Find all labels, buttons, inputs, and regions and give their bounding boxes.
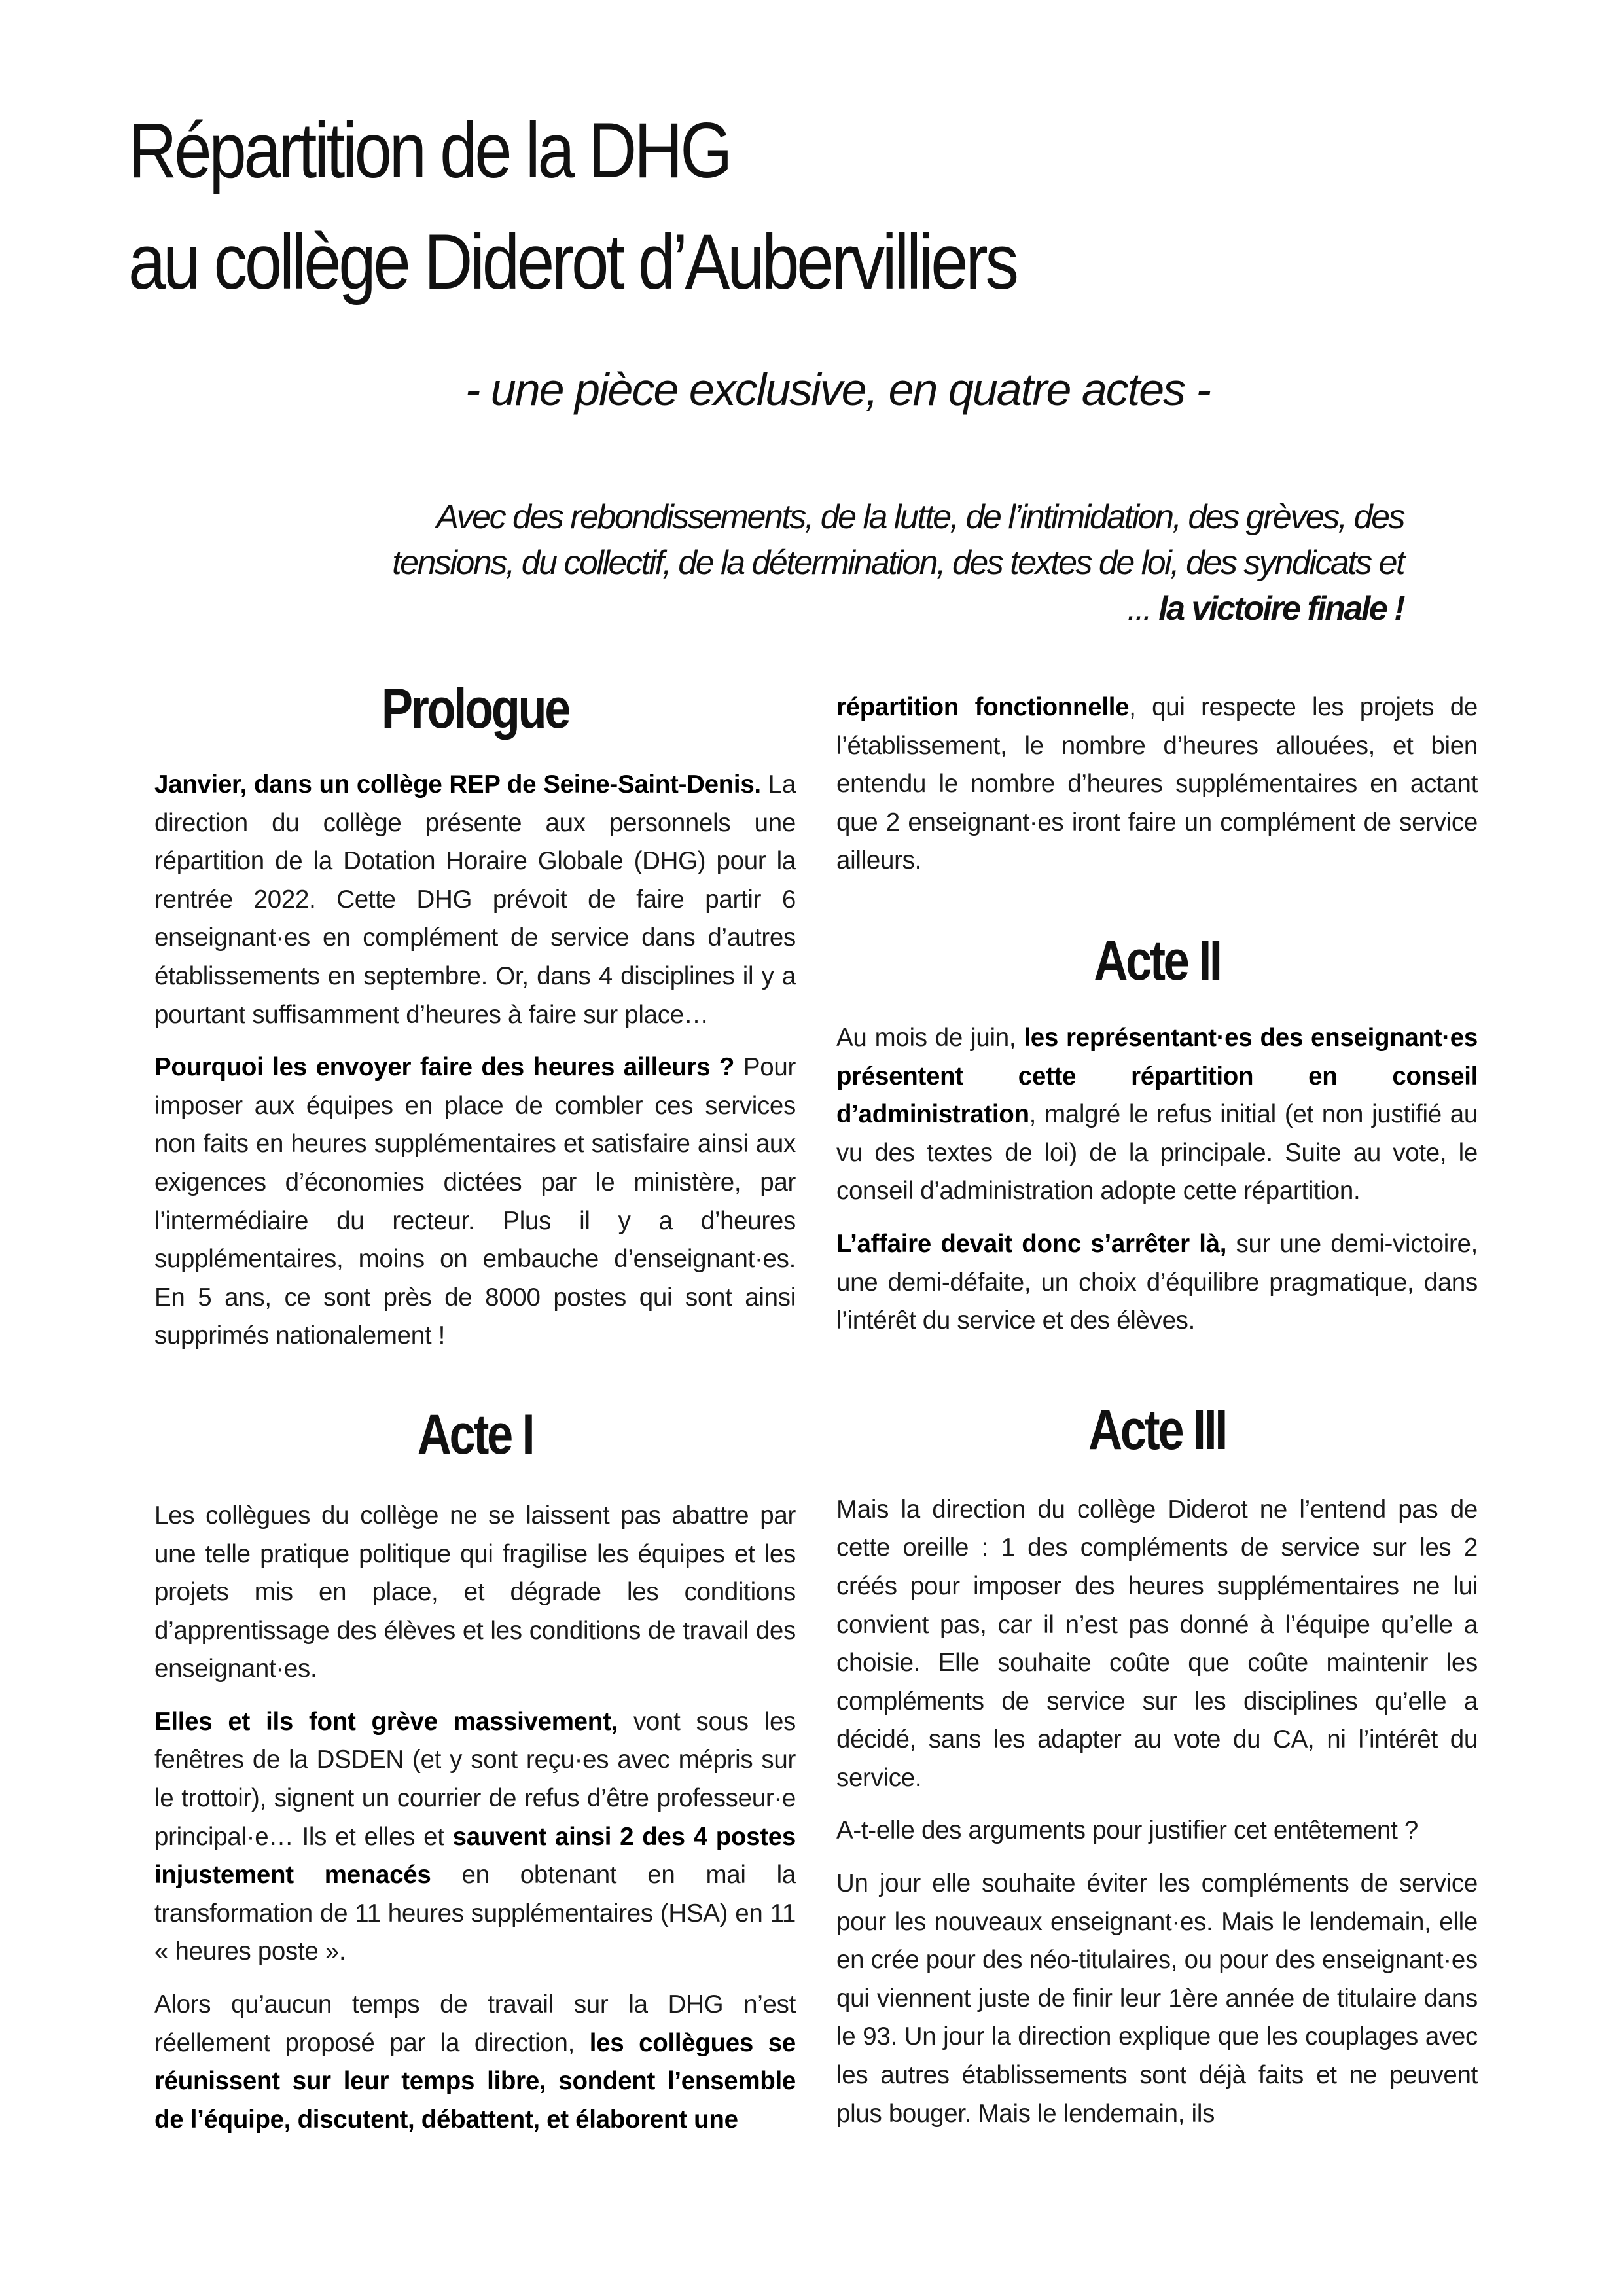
- left-column: [154, 677, 796, 2139]
- acte2-paragraph-1: [836, 1019, 1478, 1211]
- acte3-paragraph-3: Un jour elle souhaite éviter les compléments de service pour les nouveaux enseignant·es. Mais le lendemain, elle en crée pour des néo-titulaires, ou pour des enseignant·es qui viennent juste de finir leur 1ère année de titulaire dans le 93. Un jour la direction explique que les couplages avec les autres établissements sont déjà faits et ne peuvent plus bouger. Mais le lendemain, ils: [836, 1869, 1478, 2128]
- prologue-p1-bold: Janvier, dans un collège REP de Seine-Saint-Denis.: [154, 770, 761, 798]
- prologue-paragraph-2: [154, 1049, 796, 1355]
- acte1-p2-bold-a: Elles et ils font grève massivement,: [154, 1707, 618, 1736]
- section-prologue: [154, 677, 796, 1355]
- page-subtitle: - une pièce exclusive, en quatre actes -: [465, 364, 1210, 415]
- acte1-paragraph-2: [154, 1703, 796, 1971]
- section-acte-1: [154, 1403, 796, 2140]
- acte2-p1-text-b: , malgré le refus initial (et non justifié au vu des textes de loi) de la principale. Suite au vote, le conseil d’administration adopte cette répartition.: [836, 1100, 1478, 1206]
- tagline-ellipsis: ...: [1127, 590, 1159, 628]
- tagline: [324, 494, 1404, 632]
- acte2-p1-text-a: Au mois de juin,: [836, 1023, 1024, 1052]
- acte1-paragraph-3: [154, 1986, 796, 2139]
- prologue-p2-text: Pour imposer aux équipes en place de combler ces services non faits en heures supplémentaires et satisfaire ainsi aux exigences d’économies dictées par le ministère, par l’intermédiaire du recteur. Plus il y a d’heures supplémentaires, moins on embauche d’enseignant·es. En 5 ans, ce sont près de 8000 postes qui sont ainsi supprimés nationalement !: [154, 1053, 796, 1350]
- section-title-acte-1: Acte I: [417, 1403, 533, 1466]
- section-title-prologue: Prologue: [381, 677, 569, 740]
- tagline-line-2: tensions, du collectif, de la détermination, des textes de loi, des syndicats et: [392, 544, 1404, 582]
- acte1-p2-bold-b: sauvent ainsi 2 des 4 postes injustement menacés: [154, 1822, 796, 1890]
- acte2-p1-bold: les représentant·es des enseignant·es présentent cette répartition en conseil d’administration: [836, 1023, 1478, 1129]
- acte1-cont-text: , qui respecte les projets de l’établissement, le nombre d’heures allouées, et bien entendu le nombre d’heures supplémentaires en actant que 2 enseignant·es iront faire un complément de service ailleurs.: [836, 693, 1478, 875]
- acte1-p3-text: Alors qu’aucun temps de travail sur la DHG n’est réellement proposé par la direction,: [154, 1990, 796, 2057]
- prologue-p2-bold: Pourquoi les envoyer faire des heures ailleurs ?: [154, 1053, 735, 1082]
- section-acte-2: [836, 929, 1478, 1340]
- acte2-p2-bold: L’affaire devait donc s’arrêter là,: [836, 1229, 1227, 1258]
- section-acte-3: [836, 1398, 1478, 2134]
- acte2-p2-text: sur une demi-victoire, une demi-défaite, un choix d’équilibre pragmatique, dans l’intérêt du service et des élèves.: [836, 1229, 1478, 1335]
- tagline-final-victory: la victoire finale !: [1158, 590, 1404, 628]
- page-title-line-1: Répartition de la DHG: [128, 107, 730, 194]
- prologue-paragraph-1: [154, 766, 796, 1034]
- acte1-p3-bold: les collègues se réunissent sur leur temps libre, sondent l’ensemble de l’équipe, discutent, débattent, et élaborent une: [154, 2028, 796, 2134]
- acte1-paragraph-1: Les collègues du collège ne se laissent pas abattre par une telle pratique politique qui fragilise les équipes et les projets mis en place, et dégrade les conditions d’apprentissage des élèves et les conditions de travail des enseignant·es.: [154, 1501, 796, 1683]
- section-title-acte-3: Acte III: [1088, 1398, 1226, 1462]
- acte2-paragraph-2: [836, 1225, 1478, 1340]
- prologue-p1-text: La direction du collège présente aux personnels une répartition de la Dotation Horaire Globale (DHG) pour la rentrée 2022. Cette DHG prévoit de faire partir 6 enseignant·es en complément de service dans d’autres établissements en septembre. Or, dans 4 disciplines il y a pourtant suffisamment d’heures à faire sur place…: [154, 770, 796, 1029]
- page-title-line-2: au collège Diderot d’Aubervilliers: [128, 218, 1016, 306]
- tagline-line-1: Avec des rebondissements, de la lutte, de l’intimidation, des grèves, des: [436, 498, 1404, 536]
- acte3-paragraph-2: A-t-elle des arguments pour justifier cet entêtement ?: [836, 1816, 1419, 1845]
- tagline-line-3: [324, 586, 1404, 632]
- acte1-continuation-paragraph: [836, 689, 1478, 880]
- acte1-p2-text-a: vont sous les fenêtres de la DSDEN (et y sont reçu·es avec mépris sur le trottoir), signent un courrier de refus d’être professeur·e principal·e… Ils et elles et: [154, 1707, 796, 1851]
- acte1-cont-bold: répartition fonctionnelle: [836, 693, 1130, 721]
- section-title-acte-2: Acte II: [1094, 929, 1221, 992]
- acte1-p2-text-b: en obtenant en mai la transformation de 11 heures supplémentaires (HSA) en 11 « heures poste ».: [154, 1861, 796, 1966]
- acte3-paragraph-1: Mais la direction du collège Diderot ne l’entend pas de cette oreille : 1 des compléments de service sur les 2 créés pour imposer des heures supplémentaires ne lui convient pas, car il n’est pas donné à l’équipe qu’elle a choisie. Elle souhaite coûte que coûte maintenir les compléments de service sur les disciplines qu’elle a décidé, sans les adapter au vote du CA, ni l’intérêt du service.: [836, 1495, 1478, 1792]
- right-column: [836, 689, 1478, 2133]
